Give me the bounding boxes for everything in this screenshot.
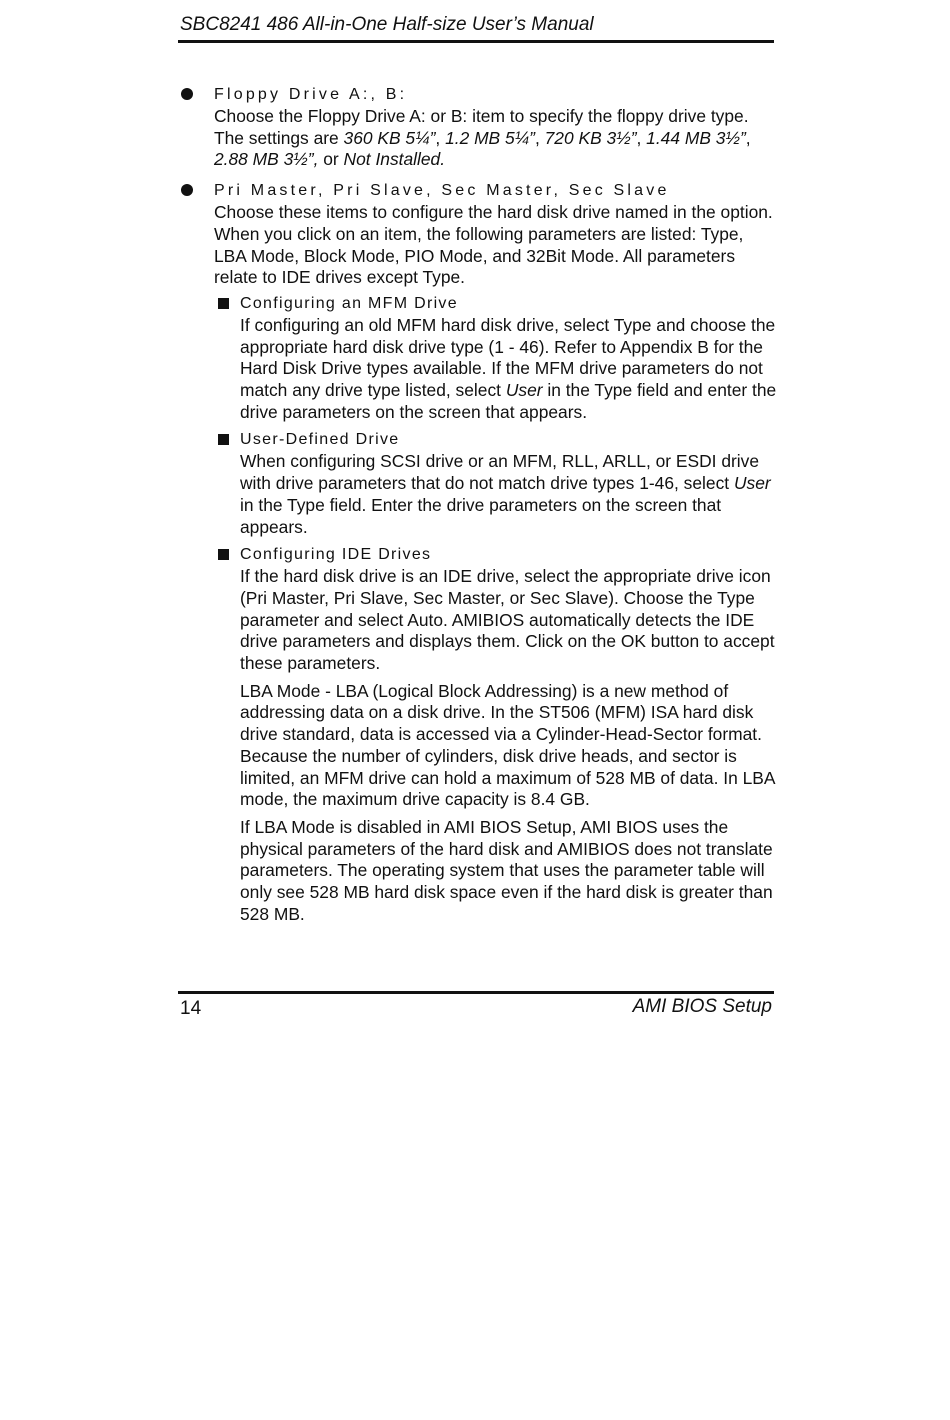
footer-section-title: AMI BIOS Setup [632,996,772,1017]
lba-mode-paragraph: LBA Mode - LBA (Logical Block Addressing) is a new method of addressing data on a disk drive. In the ST506 (MFM) ISA hard disk drive standard, data is accessed via a Cylinder-Head-Sector format. Because the number of cylinders, disk drive heads, and sector is limited, an MFM drive can hold a maximum of 528 MB of data. In LBA mode, the maximum drive capacity is 8.4 GB. [240,680,775,810]
bullet-dot-icon [181,88,193,100]
page-number: 14 [180,998,202,1019]
header-title: SBC8241 486 All-in-One Half-size User’s Manual [180,14,594,35]
mfm-drive-item [214,293,778,424]
floppy-description: Choose the Floppy Drive A: or B: item to specify the floppy drive type. The settings are 360 KB 5¼”, 1.2 MB 5¼”, 720 KB 3½”, 1.44 MB 3½”, 2.88 MB 3½”, or Not Installed. [214,106,751,170]
square-bullet-icon [218,298,229,309]
ide-drives-item [214,544,778,925]
square-bullet-icon [218,434,229,445]
header-rule [178,40,774,43]
user-defined-heading: User-Defined Drive [240,431,400,449]
floppy-drive-item [178,84,778,171]
lba-disabled-paragraph: If LBA Mode is disabled in AMI BIOS Setup, AMI BIOS uses the physical parameters of the hard disk and AMIBIOS does not translate parameters. The operating system that uses the parameter table will only see 528 MB hard disk space even if the hard disk is greater than 528 MB. [240,816,773,924]
footer-rule [178,991,774,994]
user-defined-description: When configuring SCSI drive or an MFM, RLL, ARLL, or ESDI drive with drive parameters that do not match drive types 1-46, select User in the Type field. Enter the drive parameters on the screen that appears. [240,451,771,537]
floppy-heading: Floppy Drive A:, B: [214,86,408,103]
drives-description: Choose these items to configure the hard disk drive named in the option. When you click on an item, the following parameters are listed: Type, LBA Mode, Block Mode, PIO Mode, and 32Bit Mode. All parameters relate to IDE drives except Type. [214,202,773,288]
bullet-dot-icon [181,184,193,196]
ide-description: If the hard disk drive is an IDE drive, select the appropriate drive icon (Pri Master, Pri Slave, Sec Master, or Sec Slave). Choose the Type parameter and select Auto. AMIBIOS automatically detects the IDE drive parameters and displays them. Click on the OK button to accept these parameters. [240,566,775,674]
mfm-description: If configuring an old MFM hard disk drive, select Type and choose the appropriate hard disk drive type (1 - 46). Refer to Appendix B for the Hard Disk Drive types available. If the MFM drive parameters do not match any drive type listed, select User in the Type field and enter the drive parameters on the screen that appears. [240,314,777,422]
user-defined-drive-item [214,429,778,538]
square-bullet-icon [218,549,229,560]
ide-heading: Configuring IDE Drives [240,546,432,564]
mfm-heading: Configuring an MFM Drive [240,294,458,312]
drives-item [178,180,778,925]
drives-heading: Pri Master, Pri Slave, Sec Master, Sec Slave [214,182,670,200]
page-content [178,84,778,935]
